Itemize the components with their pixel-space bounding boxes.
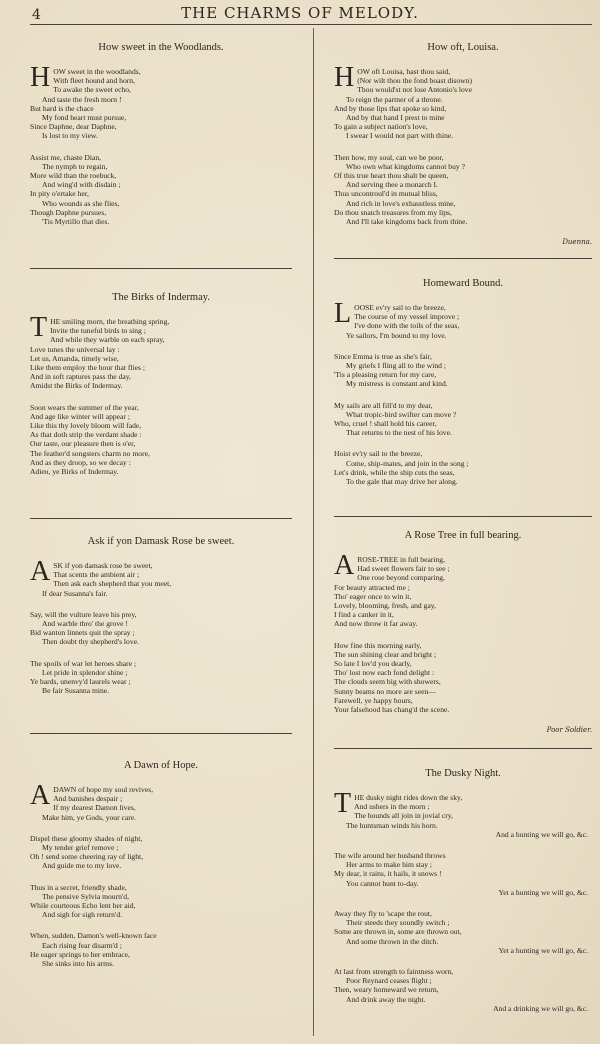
verse-line: Like them employ the hour that flies ; xyxy=(30,363,145,373)
verse-line: Thus uncontroul'd in mutual bliss, xyxy=(334,189,438,199)
verse-line: The clouds seem big with showers, xyxy=(334,677,441,687)
verse-line: Lovely, blooming, fresh, and gay, xyxy=(334,601,436,611)
verse-line: Who wounds as she flies, xyxy=(42,198,120,208)
verse-line: OW sweet in the woodlands, xyxy=(53,67,141,76)
stanza xyxy=(334,909,592,955)
verse-line: Assist me, chaste Dian, xyxy=(30,152,102,162)
stanza xyxy=(30,883,292,920)
verse-line: And a drinking we will go, &c. xyxy=(493,1003,588,1013)
verse-line: The nymph to regain, xyxy=(42,161,108,171)
stanza xyxy=(30,780,292,822)
verse-line: The hounds all join in jovial cry, xyxy=(354,811,453,821)
verse-line: Who, cruel ! shall hold his career, xyxy=(334,419,437,429)
verse-line: My mistress is constant and kind. xyxy=(346,379,448,389)
drop-cap: T xyxy=(334,788,352,819)
verse-line: The wife around her husband throws xyxy=(334,851,446,861)
song-title: The Birks of Indermay. xyxy=(112,292,210,303)
verse-line: More wild than the roebuck, xyxy=(30,171,117,181)
verse-line: Though Daphne pursues, xyxy=(30,207,107,217)
verse-line: And while they warble on each spray, xyxy=(50,335,165,345)
verse-line: My fond heart must pursue, xyxy=(42,113,127,123)
verse-line: Is lost to my view. xyxy=(42,131,98,141)
verse-line: That returns to the nest of his love. xyxy=(346,428,452,438)
verse-line: And banishes despair ; xyxy=(53,794,123,804)
verse-line: Since Emma is true as she's fair, xyxy=(334,351,432,361)
verse-line: He eager springs to her embrace, xyxy=(30,949,130,959)
drop-cap: H xyxy=(30,62,51,93)
stanza xyxy=(334,352,592,389)
verse-line: And wing'd with disdain ; xyxy=(42,180,121,190)
stanza xyxy=(334,62,592,141)
verse-line: When, sudden, Damon's well-known face xyxy=(30,931,157,941)
song-how-sweet-in-the-woodlands xyxy=(30,42,292,238)
verse-line: Be fair Susanna mine. xyxy=(42,686,110,696)
verse-line: Ye bards, unenvy'd laurels wear ; xyxy=(30,677,131,687)
stanza xyxy=(30,659,292,696)
verse-line: And sigh for sigh return'd. xyxy=(42,910,123,920)
verse-line: And taste the fresh morn ! xyxy=(42,94,122,104)
verse-line: Thou would'st not lose Antonio's love xyxy=(357,85,472,95)
song-attribution: Poor Soldier. xyxy=(546,726,592,735)
stanza xyxy=(30,931,292,968)
verse-line: Then how, my soul, can we be poor, xyxy=(334,152,444,162)
stanza xyxy=(334,550,592,629)
stanza xyxy=(334,449,592,486)
drop-cap: A xyxy=(334,550,355,581)
verse-line: With fleet hound and horn, xyxy=(53,76,135,86)
stanza xyxy=(334,851,592,897)
verse-line: And a hunting we will go, &c. xyxy=(495,829,588,839)
verse-line: Oh ! send some cheering ray of light, xyxy=(30,852,144,862)
song-separator xyxy=(334,748,592,749)
song-title: Homeward Bound. xyxy=(423,278,503,289)
verse-line: To awake the sweet echo, xyxy=(53,85,131,95)
verse-line: If my dearest Damon lives, xyxy=(53,803,136,813)
verse-line: You cannot hunt to-day. xyxy=(346,878,419,888)
verse-line: And serving thee a monarch I. xyxy=(346,180,438,190)
verse-line: Then doubt thy shepherd's love. xyxy=(42,637,139,647)
verse-line: Dispel these gloomy shades of night, xyxy=(30,833,143,843)
stanza xyxy=(30,610,292,647)
song-separator xyxy=(30,268,292,269)
verse-line: Your falsehood has chang'd the scene. xyxy=(334,705,450,715)
verse-line: Farewell, ye happy hours, xyxy=(334,695,413,705)
stanza xyxy=(334,641,592,715)
verse-line: The feather'd songsters charm no more, xyxy=(30,448,150,458)
verse-line: And some thrown in the ditch. xyxy=(346,936,439,946)
verse-line: As that doth strip the verdant shade : xyxy=(30,430,142,440)
verse-line: I've done with the toils of the seas, xyxy=(354,321,460,331)
verse-line: DAWN of hope my soul revives, xyxy=(53,785,154,794)
verse-line: The sun shining clear and bright ; xyxy=(334,649,437,659)
verse-line: I swear I would not part with thine. xyxy=(346,131,454,141)
song-title: A Dawn of Hope. xyxy=(123,760,199,771)
verse-line: Since Daphne, dear Daphne, xyxy=(30,122,117,132)
verse-line: And in soft raptures pass the day, xyxy=(30,372,131,382)
verse-line: Yet a hunting we will go, &c. xyxy=(498,887,588,897)
verse-line: Then ask each shepherd that you meet, xyxy=(53,579,172,589)
verse-line: Hoist ev'ry sail to the breeze, xyxy=(334,449,423,459)
column-divider xyxy=(313,28,314,1036)
verse-line: 'Tis a pleasing return for my care, xyxy=(334,370,437,380)
verse-line: Amidst the Birks of Indermay. xyxy=(30,381,123,391)
song-title: How oft, Louisa. xyxy=(427,42,499,53)
verse-line: To gain a subject nation's love, xyxy=(334,122,428,132)
stanza xyxy=(334,401,592,438)
verse-line: ROSE-TREE in full bearing, xyxy=(357,555,445,564)
verse-line: One rose beyond comparing, xyxy=(357,573,445,583)
song-title: Ask if yon Damask Rose be sweet. xyxy=(87,536,235,547)
verse-line: OW oft Louisa, hast thou said, xyxy=(357,67,451,76)
verse-line: And I'll take kingdoms back from thine. xyxy=(346,217,468,227)
stanza xyxy=(334,967,592,1013)
verse-line: And now throw it far away. xyxy=(334,619,418,629)
verse-line: Ye sailors, I'm bound to my love. xyxy=(346,330,447,340)
verse-line: And age like winter will appear ; xyxy=(30,411,130,421)
verse-line: The course of my vessel improve ; xyxy=(354,312,460,322)
verse-line: To reign the partner of a throne. xyxy=(346,94,443,104)
verse-line: Let us, Amanda, timely wise, xyxy=(30,353,119,363)
verse-line: Tho' eager once to win it, xyxy=(334,591,412,601)
stanza xyxy=(30,312,292,391)
verse-line: My tender grief remove ; xyxy=(42,843,119,853)
verse-line: Love tunes the universal lay : xyxy=(30,344,120,354)
verse-line: I find a canker in it, xyxy=(334,610,394,620)
stanza xyxy=(30,556,292,598)
verse-line: Soon wears the summer of the year, xyxy=(30,402,139,412)
stanza xyxy=(30,153,292,227)
verse-line: For beauty attracted me ; xyxy=(334,582,410,592)
verse-line: And by that hand I prest to mine xyxy=(346,113,445,123)
verse-line: Sunny beams no more are seen— xyxy=(334,686,436,696)
verse-line: Let pride in splendor shine ; xyxy=(42,667,128,677)
verse-line: If dear Susanna's fair. xyxy=(42,588,108,598)
verse-line: HE smiling morn, the breathing spring, xyxy=(50,317,170,326)
verse-line: Like this thy lovely bloom will fade, xyxy=(30,421,142,431)
verse-line: Yet a hunting we will go, &c. xyxy=(498,945,588,955)
verse-line: And by those lips that spoke so kind, xyxy=(334,103,447,113)
verse-line: The pensive Sylvia mourn'd, xyxy=(42,891,129,901)
verse-line: Each rising fear disarm'd ; xyxy=(42,940,122,950)
stanza xyxy=(334,298,592,340)
verse-line: Her arms to make him stay ; xyxy=(346,860,433,870)
verse-line: That scents the ambient air ; xyxy=(53,570,140,580)
verse-line: And warble thro' the grove ! xyxy=(42,619,128,629)
song-title: How sweet in the Woodlands. xyxy=(98,42,224,53)
drop-cap: T xyxy=(30,312,48,343)
song-a-rose-tree-in-full-bearing xyxy=(334,530,592,734)
verse-line: Their steeds they soundly switch ; xyxy=(346,918,450,928)
verse-line: SK if yon damask rose be sweet, xyxy=(53,561,153,570)
verse-line: And as they droop, so we decay : xyxy=(30,457,131,467)
stanza xyxy=(334,153,592,227)
header-rule xyxy=(30,24,592,25)
verse-line: Of this true heart thou shalt be queen, xyxy=(334,171,449,181)
verse-line: Do thou snatch treasures from my lips, xyxy=(334,207,452,217)
verse-line: So late I lov'd you dearly, xyxy=(334,659,412,669)
verse-line: My griefs I fling all to the wind ; xyxy=(346,361,446,371)
verse-line: Make him, ye Gods, your care. xyxy=(42,812,137,822)
drop-cap: A xyxy=(30,556,51,587)
drop-cap: A xyxy=(30,780,51,811)
verse-line: Invite the tuneful birds to sing ; xyxy=(50,326,146,336)
verse-line: Away they fly to 'scape the rout, xyxy=(334,909,432,919)
verse-line: She sinks into his arms. xyxy=(42,959,114,969)
stanza xyxy=(30,834,292,871)
verse-line: Poor Reynard ceases flight ; xyxy=(346,976,432,986)
song-the-dusky-night xyxy=(334,768,592,1025)
verse-line: The huntsman winds his horn. xyxy=(346,820,438,830)
verse-line: But hard is the chace xyxy=(30,103,94,113)
verse-line: OOSE ev'ry sail to the breeze, xyxy=(354,303,446,312)
verse-line: Say, will the vulture leave his prey, xyxy=(30,609,137,619)
verse-line: And ushers in the morn ; xyxy=(354,802,430,812)
verse-line: Adieu, ye Birks of Indermay. xyxy=(30,467,119,477)
verse-line: Thus in a secret, friendly shade, xyxy=(30,882,127,892)
verse-line: Who own what kingdoms cannot buy ? xyxy=(346,161,465,171)
song-how-oft-louisa xyxy=(334,42,592,246)
drop-cap: L xyxy=(334,298,352,329)
verse-line: 'Tis Myrtillo that dies. xyxy=(42,217,110,227)
song-separator xyxy=(30,518,292,519)
song-birks-of-indermay xyxy=(30,292,292,488)
verse-line: Our taste, our pleasure then is o'er, xyxy=(30,439,136,449)
verse-line: What tropic-bird swifter can move ? xyxy=(346,409,457,419)
song-homeward-bound xyxy=(334,278,592,498)
verse-line: Had sweet flowers fair to see ; xyxy=(357,564,450,574)
song-separator xyxy=(30,733,292,734)
verse-line: Come, ship-mates, and join in the song ; xyxy=(346,458,469,468)
verse-line: And rich in love's exhaustless mine, xyxy=(346,198,456,208)
verse-line: To the gale that may drive her along. xyxy=(346,477,458,487)
verse-line: My dear, it rains, it hails, it snows ! xyxy=(334,869,442,879)
verse-line: My sails are all fill'd to my dear, xyxy=(334,400,433,410)
verse-line: In pity o'ertake her, xyxy=(30,189,89,199)
running-title: THE CHARMS OF MELODY. xyxy=(181,4,419,22)
page-number: 4 xyxy=(32,7,41,23)
song-ask-if-yon-damask-rose xyxy=(30,536,292,707)
drop-cap: H xyxy=(334,62,355,93)
song-a-dawn-of-hope xyxy=(30,760,292,980)
song-separator xyxy=(334,258,592,259)
verse-line: Let's drink, while the ship cuts the seas, xyxy=(334,467,455,477)
verse-line: How fine this morning early, xyxy=(334,640,422,650)
verse-line: The spoils of war let heroes share ; xyxy=(30,658,137,668)
verse-line: (Nor wilt thou the fond boast disown) xyxy=(357,76,472,86)
verse-line: And guide me to my love. xyxy=(42,861,122,871)
stanza xyxy=(30,403,292,477)
verse-line: While courteous Echo lent her aid, xyxy=(30,901,136,911)
verse-line: Tho' lost now each fond delight : xyxy=(334,668,435,678)
stanza xyxy=(30,62,292,141)
verse-line: At last from strength to faintness worn, xyxy=(334,967,454,977)
song-title: The Dusky Night. xyxy=(425,768,501,779)
verse-line: Bid wanton linnets quit the spray ; xyxy=(30,628,135,638)
verse-line: HE dusky night rides down the sky, xyxy=(354,793,463,802)
verse-line: And drink away the night. xyxy=(346,994,426,1004)
verse-line: Then, weary homeward we return, xyxy=(334,985,439,995)
song-title: A Rose Tree in full bearing. xyxy=(404,530,522,541)
song-attribution: Duenna. xyxy=(562,238,592,247)
verse-line: Some are thrown in, some are thrown out, xyxy=(334,927,462,937)
song-separator xyxy=(334,516,592,517)
stanza xyxy=(334,788,592,839)
